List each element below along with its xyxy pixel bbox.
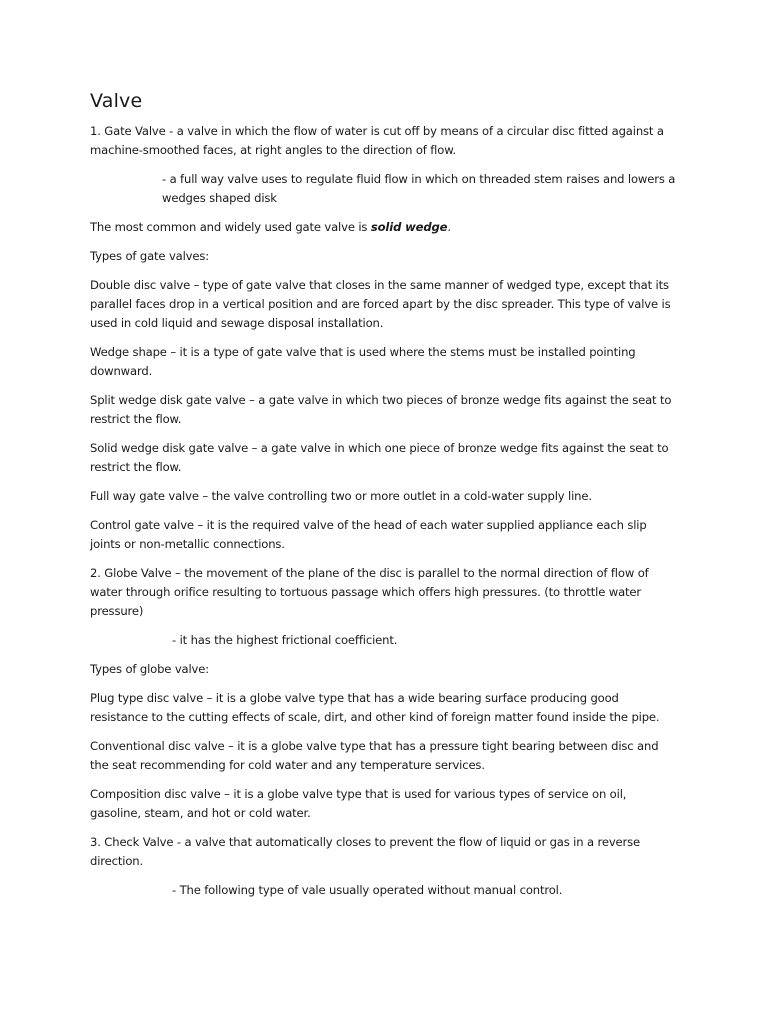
text-solid-wedge: solid wedge [370,220,448,234]
paragraph-composition-disc: Composition disc valve – it is a globe valve type that is used for various types of service on oil, gasoline, steam, and hot or cold water. [90,787,627,820]
paragraph-plug-type: Plug type disc valve – it is a globe valve type that has a wide bearing surface producing good resistance to the cutting effects of scale, dirt, and other kind of foreign matter found inside the pipe. [90,691,660,724]
paragraph-double-disc: Double disc valve – type of gate valve that closes in the same manner of wedged type, except that its parallel faces drop in a vertical position and are forced apart by the disc spreader. This type of valve is used in cold liquid and sewage disposal installation. [90,278,671,330]
document-body [90,88,680,910]
paragraph-full-way-gate: Full way gate valve – the valve controlling two or more outlet in a cold-water supply line. [90,489,592,503]
paragraph-full-way-note: - a full way valve uses to regulate fluid flow in which on threaded stem raises and lowers a wedges shaped disk [162,172,676,205]
paragraph-globe-valve: 2. Globe Valve – the movement of the plane of the disc is parallel to the normal direction of flow of water through orifice resulting to tortuous passage which offers high pressures. (to throttle water pressure) [90,566,649,618]
paragraph-most-common [90,218,680,237]
paragraph-control-gate: Control gate valve – it is the required valve of the head of each water supplied appliance each slip joints or non-metallic connections. [90,518,647,551]
heading-types-globe-valve: Types of globe valve: [90,662,210,676]
paragraph-check-valve: 3. Check Valve - a valve that automatically closes to prevent the flow of liquid or gas in a reverse direction. [90,835,641,868]
paragraph-split-wedge: Split wedge disk gate valve – a gate valve in which two pieces of bronze wedge fits against the seat to restrict the flow. [90,393,672,426]
text-most-common: The most common and widely used gate valve is [90,220,371,234]
paragraph-check-note: - The following type of vale usually operated without manual control. [172,883,563,897]
document-title: Valve [90,90,143,112]
paragraph-gate-valve: 1. Gate Valve - a valve in which the flow of water is cut off by means of a circular disc fitted against a machine-smoothed faces, at right angles to the direction of flow. [90,124,664,157]
paragraph-friction-note: - it has the highest frictional coefficient. [172,633,398,647]
text-period: . [447,220,451,234]
paragraph-conventional-disc: Conventional disc valve – it is a globe valve type that has a pressure tight bearing between disc and the seat recommending for cold water and any temperature services. [90,739,659,772]
paragraph-wedge-shape: Wedge shape – it is a type of gate valve that is used where the stems must be installed pointing downward. [90,345,636,378]
paragraph-solid-wedge-disk: Solid wedge disk gate valve – a gate valve in which one piece of bronze wedge fits against the seat to restrict the flow. [90,441,669,474]
heading-types-gate-valves: Types of gate valves: [90,249,210,263]
